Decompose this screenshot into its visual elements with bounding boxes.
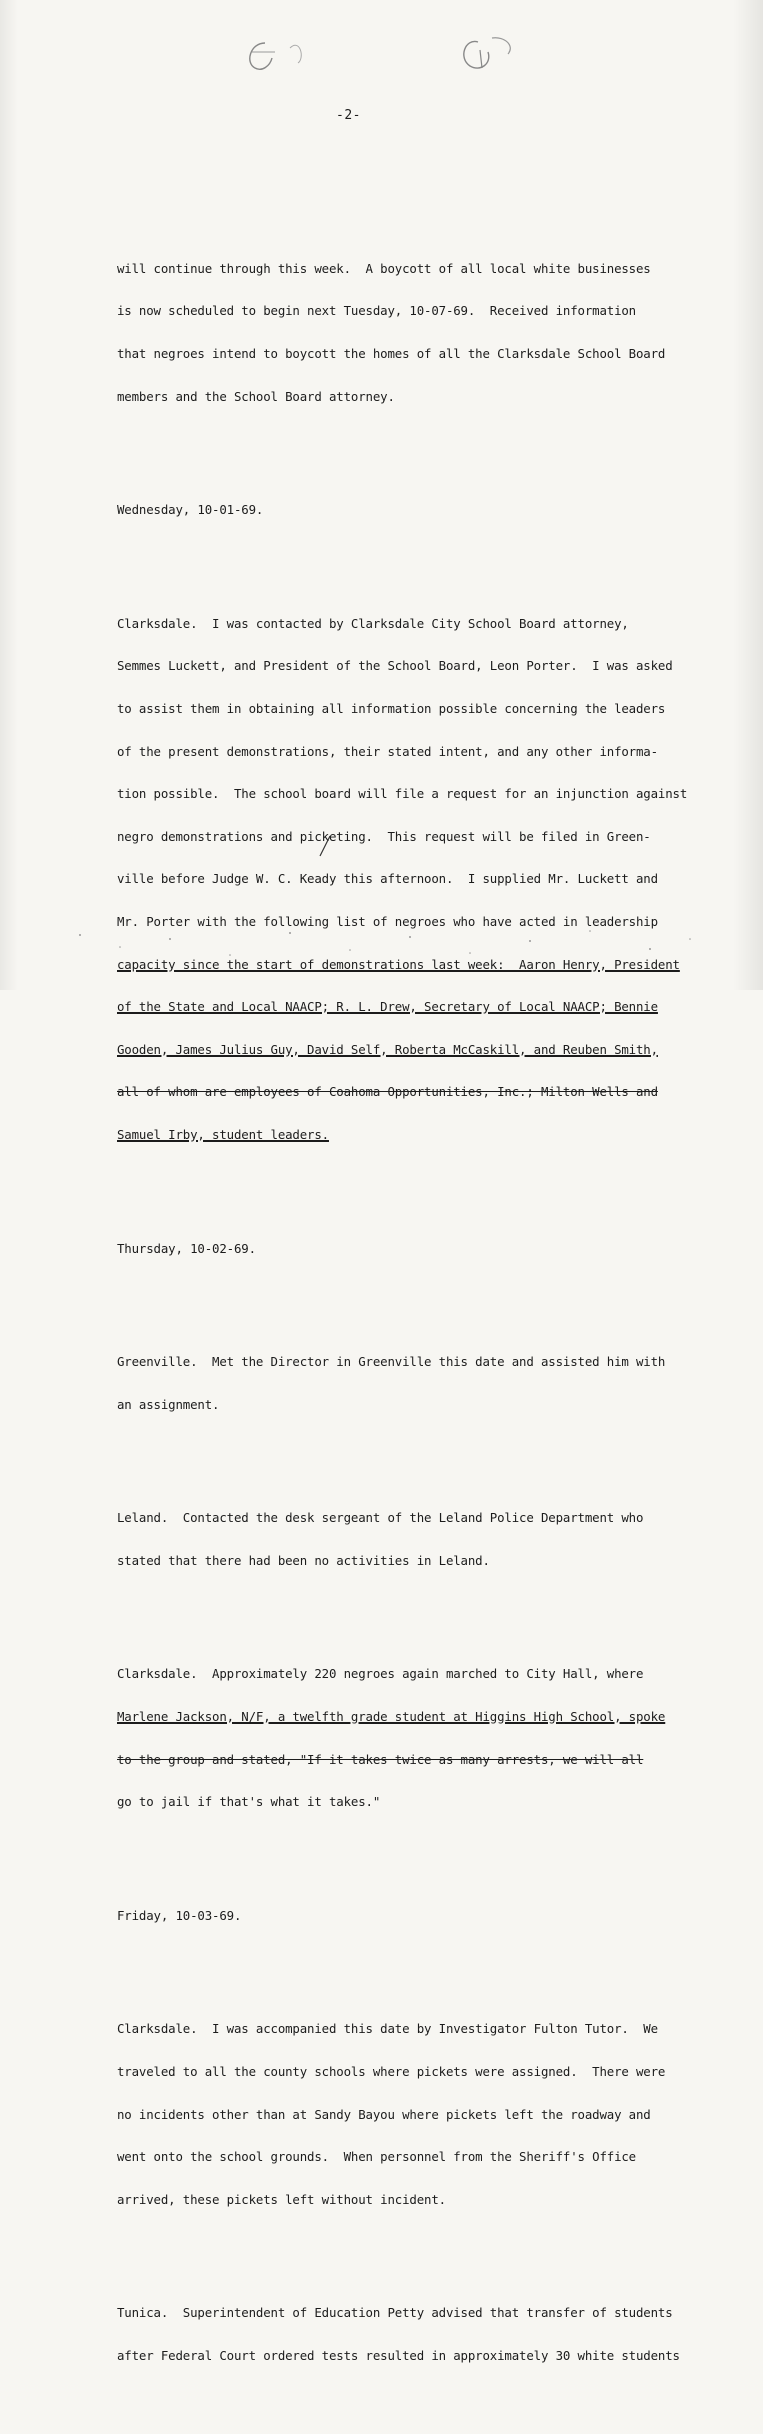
paragraph-city-hall-march <box>117 1639 677 1838</box>
scan-noise <box>60 925 710 965</box>
text-line: Thursday, 10-02-69. <box>117 1240 256 1256</box>
paragraph-county-schools <box>117 1994 677 2235</box>
text-line: traveled to all the county schools where pickets were assigned. There were <box>117 2064 666 2080</box>
text-line: Clarksdale. Approximately 220 negroes again marched to City Hall, where <box>117 1666 644 1682</box>
scan-edge-right <box>733 0 763 990</box>
text-line: an assignment. <box>117 1396 220 1412</box>
text-line: Mr. Porter with the following list of negroes who have acted in leadership <box>117 913 658 929</box>
document-body <box>117 205 688 2434</box>
text-line: will continue through this week. A boycott of all local white businesses <box>117 260 651 276</box>
text-line: Wednesday, 10-01-69. <box>117 502 264 518</box>
paragraph-leland <box>117 1483 677 1597</box>
text-line: no incidents other than at Sandy Bayou where pickets left the roadway and <box>117 2106 651 2122</box>
text-line: go to jail if that's what it takes." <box>117 1794 381 1810</box>
text-line: arrived, these pickets left without incident. <box>117 2191 446 2207</box>
text-line: Samuel Irby, student leaders. <box>117 1126 329 1142</box>
pen-mark <box>318 835 332 857</box>
text-line: to the group and stated, "If it takes twice as many arrests, we will all <box>117 1751 644 1767</box>
text-line: is now scheduled to begin next Tuesday, 10-07-69. Received information <box>117 303 636 319</box>
text-line: Friday, 10-03-69. <box>117 1907 242 1923</box>
page-number: -2- <box>336 108 361 123</box>
paragraph-greenville <box>117 1327 677 1441</box>
paragraph-clarksdale-injunction <box>117 588 688 1170</box>
text-line: tion possible. The school board will file a request for an injunction against <box>117 786 688 802</box>
text-line: capacity since the start of demonstrations last week: Aaron Henry, President <box>117 956 680 972</box>
text-line: members and the School Board attorney. <box>117 388 395 404</box>
header-smudge-marks <box>230 28 530 88</box>
paragraph-boycott <box>117 233 677 432</box>
text-line: Leland. Contacted the desk sergeant of the Leland Police Department who <box>117 1510 644 1526</box>
text-line: Clarksdale. I was contacted by Clarksdale City School Board attorney, <box>117 615 629 631</box>
text-line: Greenville. Met the Director in Greenville this date and assisted him with <box>117 1354 666 1370</box>
text-line: of the present demonstrations, their stated intent, and any other informa- <box>117 743 658 759</box>
text-line: to assist them in obtaining all information possible concerning the leaders <box>117 700 666 716</box>
text-line: of the State and Local NAACP; R. L. Drew, Secretary of Local NAACP; Bennie <box>117 999 658 1015</box>
text-line: after Federal Court ordered tests resulted in approximately 30 white students <box>117 2348 680 2363</box>
text-line: Clarksdale. I was accompanied this date by Investigator Fulton Tutor. We <box>117 2021 658 2037</box>
text-line: Gooden, James Julius Guy, David Self, Roberta McCaskill, and Reuben Smith, <box>117 1041 658 1057</box>
text-line: negro demonstrations and picketing. This request will be filed in Green- <box>117 828 651 844</box>
date-heading-thursday <box>117 1213 677 1284</box>
text-line: all of whom are employees of Coahoma Opportunities, Inc.; Milton Wells and <box>117 1084 658 1100</box>
date-heading-friday <box>117 1880 677 1951</box>
text-line: stated that there had been no activities in Leland. <box>117 1552 490 1568</box>
text-line: Tunica. Superintendent of Education Petty advised that transfer of students <box>117 2305 673 2321</box>
date-heading-wednesday <box>117 475 677 546</box>
text-line: that negroes intend to boycott the homes of all the Clarksdale School Board <box>117 346 666 361</box>
scan-edge-left <box>0 0 18 990</box>
text-line: Marlene Jackson, N/F, a twelfth grade student at Higgins High School, spoke <box>117 1709 666 1725</box>
text-line: ville before Judge W. C. Keady this afternoon. I supplied Mr. Luckett and <box>117 871 658 887</box>
text-line: went onto the school grounds. When personnel from the Sheriff's Office <box>117 2149 636 2165</box>
paragraph-tunica <box>117 2278 680 2392</box>
text-line: Semmes Luckett, and President of the School Board, Leon Porter. I was asked <box>117 658 673 674</box>
